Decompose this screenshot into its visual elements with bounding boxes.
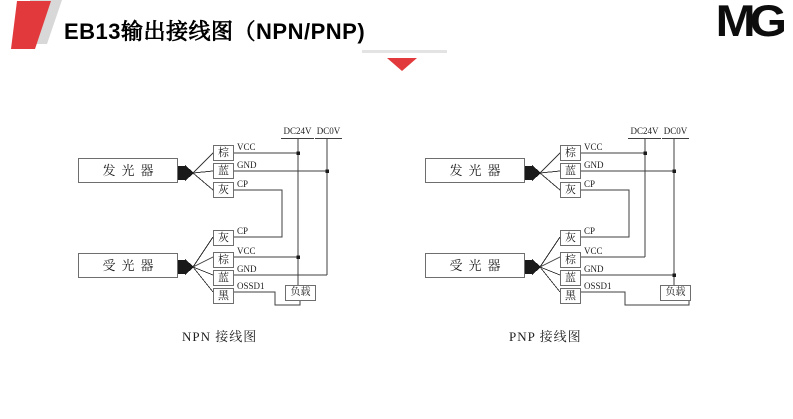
title-divider — [362, 50, 447, 53]
diagram-caption: NPN 接线图 — [182, 329, 258, 344]
rail-label-dc24v: DC24V — [281, 126, 314, 139]
wiring-lines-svg — [60, 115, 360, 350]
down-arrow-icon — [387, 58, 417, 71]
emitter-box: 发光器 — [78, 158, 178, 183]
wire-signal-label: VCC — [237, 246, 256, 256]
wire-color-box-blue: 蓝 — [560, 163, 581, 179]
wire-signal-label: VCC — [237, 142, 256, 152]
emitter-connector-icon — [178, 166, 185, 180]
receiver-box: 受光器 — [78, 253, 178, 278]
wiring-diagram-npn — [60, 115, 360, 350]
wire-color-box-brown: 棕 — [560, 145, 581, 161]
receiver-connector-tip-icon — [532, 259, 541, 275]
diagram-caption: PNP 接线图 — [509, 329, 582, 344]
load-box: 负载 — [285, 285, 316, 301]
emitter-connector-tip-icon — [532, 165, 541, 181]
junction-dot — [297, 152, 301, 156]
wire-color-box-brown: 棕 — [560, 252, 581, 268]
wire-signal-label: GND — [584, 264, 604, 274]
wire-signal-label: CP — [237, 179, 249, 189]
rail-label-dc0v: DC0V — [662, 126, 689, 139]
receiver-connector-tip-icon — [185, 259, 194, 275]
emitter-connector-icon — [525, 166, 532, 180]
wire-signal-label: VCC — [584, 142, 603, 152]
wire-color-box-black: 黑 — [213, 288, 234, 304]
wire-color-box-blue: 蓝 — [560, 270, 581, 286]
wire-signal-label: CP — [584, 179, 596, 189]
wire-color-box-gray: 灰 — [213, 230, 234, 246]
wire-signal-label: OSSD1 — [584, 281, 612, 291]
load-box: 负载 — [660, 285, 691, 301]
rail-label-dc24v: DC24V — [628, 126, 661, 139]
rail-label-dc0v: DC0V — [315, 126, 342, 139]
wire-signal-label: GND — [237, 264, 257, 274]
page-title: EB13输出接线图（NPN/PNP) — [64, 19, 366, 44]
wire-color-box-gray: 灰 — [560, 230, 581, 246]
brand-logo: MG — [715, 0, 781, 46]
wire-signal-label: VCC — [584, 246, 603, 256]
wire-color-box-black: 黑 — [560, 288, 581, 304]
wire-signal-label: OSSD1 — [237, 281, 265, 291]
receiver-box: 受光器 — [425, 253, 525, 278]
wire-color-box-brown: 棕 — [213, 252, 234, 268]
junction-dot — [644, 152, 648, 156]
wire-color-box-gray: 灰 — [213, 182, 234, 198]
logo-parallelogram-icon — [4, 0, 68, 52]
emitter-connector-tip-icon — [185, 165, 194, 181]
wiring-lines-svg — [407, 115, 707, 350]
junction-dot — [326, 170, 330, 174]
receiver-connector-icon — [525, 260, 532, 274]
wire-color-box-blue: 蓝 — [213, 163, 234, 179]
wire-color-box-brown: 棕 — [213, 145, 234, 161]
wire-signal-label: GND — [237, 160, 257, 170]
wire-color-box-gray: 灰 — [560, 182, 581, 198]
junction-dot — [673, 274, 677, 278]
receiver-connector-icon — [178, 260, 185, 274]
junction-dot — [297, 256, 301, 260]
emitter-box: 发光器 — [425, 158, 525, 183]
wire-color-box-blue: 蓝 — [213, 270, 234, 286]
wire-signal-label: CP — [237, 226, 249, 236]
wire-signal-label: CP — [584, 226, 596, 236]
wiring-diagram-pnp — [407, 115, 707, 350]
junction-dot — [673, 170, 677, 174]
wire-signal-label: GND — [584, 160, 604, 170]
